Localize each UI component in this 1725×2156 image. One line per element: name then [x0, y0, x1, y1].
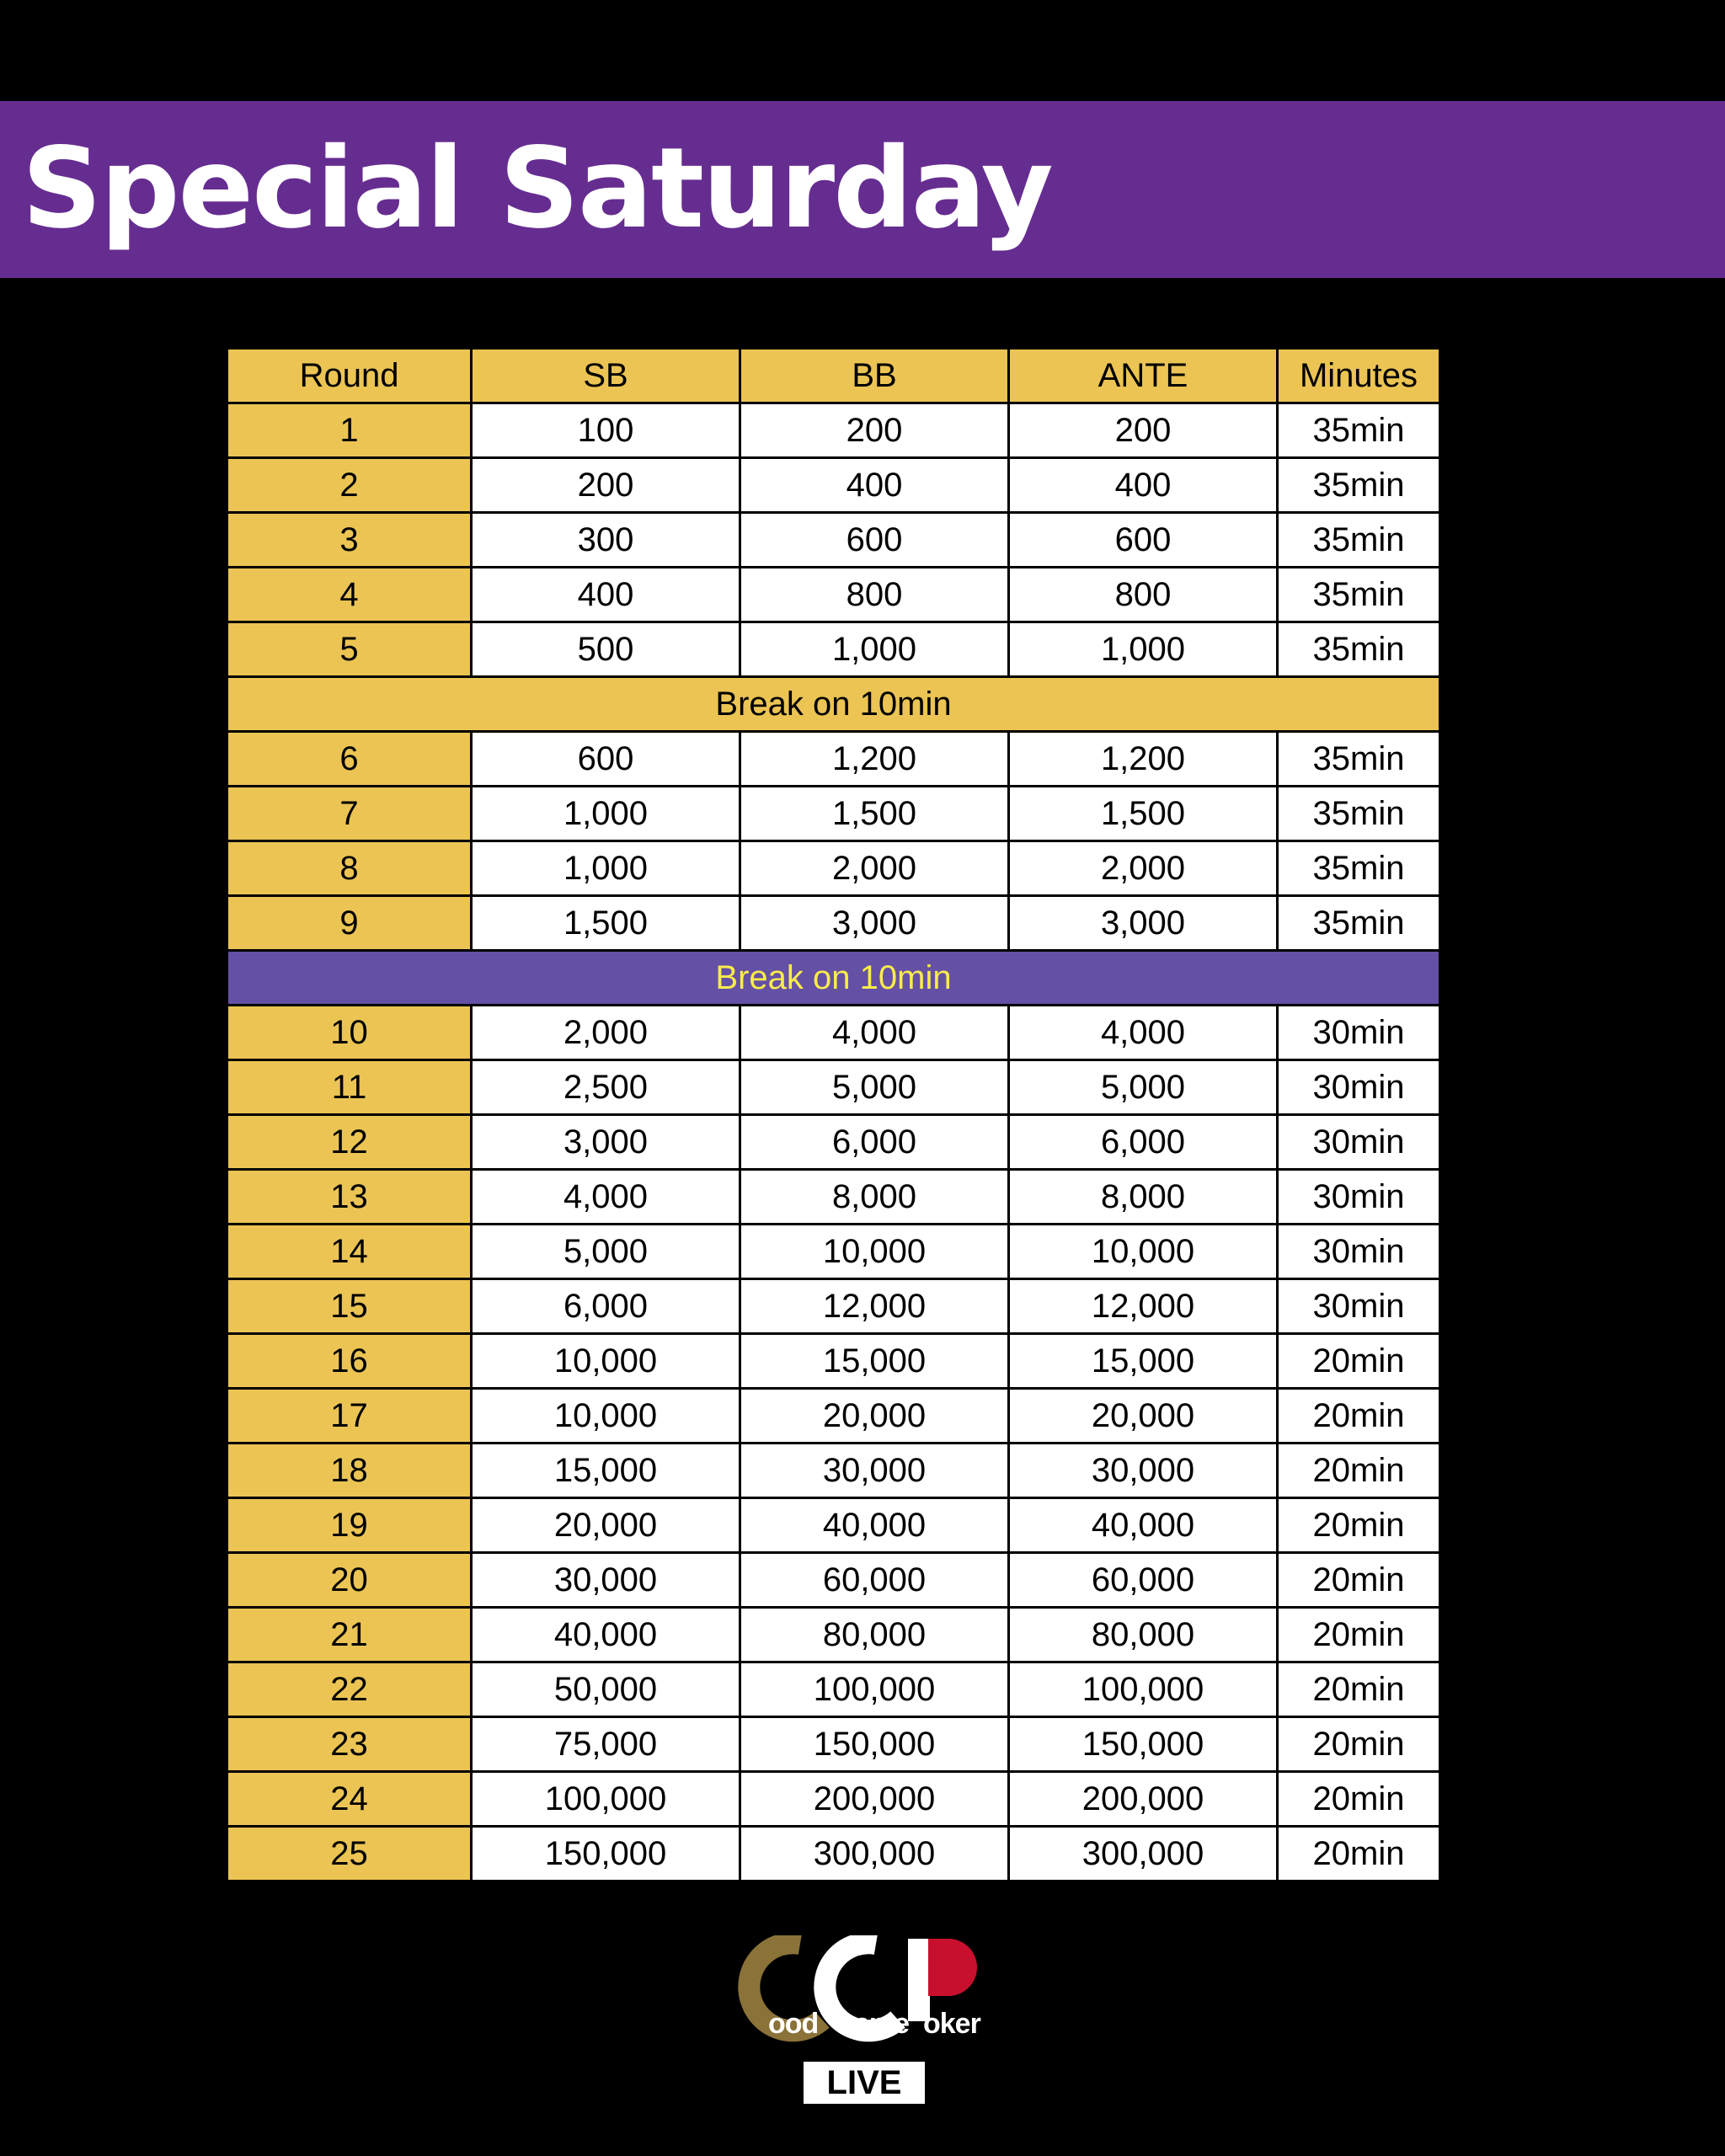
cell-bb: 8,000	[740, 1170, 1009, 1225]
cell-sb: 10,000	[472, 1334, 740, 1389]
cell-round: 18	[227, 1444, 472, 1498]
table-row	[227, 841, 1440, 896]
cell-bb: 1,200	[740, 732, 1009, 787]
blind-structure-table	[226, 347, 1441, 1882]
cell-round: 14	[227, 1225, 472, 1279]
cell-round: 5	[227, 622, 472, 677]
table-row	[227, 513, 1440, 568]
cell-sb: 150,000	[472, 1827, 740, 1881]
cell-bb: 4,000	[740, 1006, 1009, 1060]
cell-round: 20	[227, 1553, 472, 1608]
cell-minutes: 35min	[1278, 896, 1440, 951]
cell-ante: 1,000	[1009, 622, 1278, 677]
cell-ante: 400	[1009, 458, 1278, 513]
cell-bb: 100,000	[740, 1662, 1009, 1717]
cell-ante: 800	[1009, 568, 1278, 622]
cell-ante: 80,000	[1009, 1608, 1278, 1662]
cell-sb: 100,000	[472, 1772, 740, 1827]
cell-minutes: 30min	[1278, 1060, 1440, 1115]
table-row	[227, 1170, 1440, 1225]
cell-ante: 100,000	[1009, 1662, 1278, 1717]
cell-round: 19	[227, 1498, 472, 1553]
cell-sb: 15,000	[472, 1444, 740, 1498]
cell-ante: 200,000	[1009, 1772, 1278, 1827]
cell-bb: 40,000	[740, 1498, 1009, 1553]
column-header-round: Round	[227, 349, 472, 403]
cell-sb: 400	[472, 568, 740, 622]
cell-round: 12	[227, 1115, 472, 1170]
table-row	[227, 1334, 1440, 1389]
cell-sb: 2,500	[472, 1060, 740, 1115]
cell-ante: 2,000	[1009, 841, 1278, 896]
column-header-minutes: Minutes	[1278, 349, 1440, 403]
table-row	[227, 896, 1440, 951]
cell-bb: 60,000	[740, 1553, 1009, 1608]
logo-word-poker: oker	[923, 2008, 980, 2040]
cell-bb: 12,000	[740, 1279, 1009, 1334]
cell-minutes: 20min	[1278, 1662, 1440, 1717]
table-row	[227, 403, 1440, 458]
ggpoker-live-logo	[728, 1935, 997, 2112]
cell-bb: 1,500	[740, 787, 1009, 841]
table-row	[227, 1553, 1440, 1608]
cell-minutes: 20min	[1278, 1608, 1440, 1662]
cell-minutes: 30min	[1278, 1006, 1440, 1060]
cell-bb: 150,000	[740, 1717, 1009, 1772]
cell-bb: 6,000	[740, 1115, 1009, 1170]
cell-sb: 3,000	[472, 1115, 740, 1170]
cell-round: 24	[227, 1772, 472, 1827]
table-row	[227, 1608, 1440, 1662]
table-row	[227, 1279, 1440, 1334]
table-row	[227, 622, 1440, 677]
cell-bb: 300,000	[740, 1827, 1009, 1881]
cell-minutes: 35min	[1278, 513, 1440, 568]
cell-ante: 1,200	[1009, 732, 1278, 787]
logo-word-good: ood	[768, 2008, 819, 2040]
cell-sb: 6,000	[472, 1279, 740, 1334]
logo-mark	[728, 1935, 997, 2112]
cell-bb: 400	[740, 458, 1009, 513]
table-row	[227, 1225, 1440, 1279]
title-banner	[0, 101, 1725, 278]
cell-ante: 1,500	[1009, 787, 1278, 841]
cell-sb: 40,000	[472, 1608, 740, 1662]
cell-ante: 12,000	[1009, 1279, 1278, 1334]
cell-bb: 3,000	[740, 896, 1009, 951]
cell-sb: 100	[472, 403, 740, 458]
cell-ante: 3,000	[1009, 896, 1278, 951]
break-row	[227, 677, 1440, 732]
column-header-sb: SB	[472, 349, 740, 403]
cell-ante: 5,000	[1009, 1060, 1278, 1115]
table-row	[227, 1827, 1440, 1881]
table-row	[227, 568, 1440, 622]
table-row	[227, 732, 1440, 787]
table-row	[227, 1717, 1440, 1772]
cell-sb: 10,000	[472, 1389, 740, 1444]
cell-round: 7	[227, 787, 472, 841]
cell-minutes: 35min	[1278, 622, 1440, 677]
cell-ante: 10,000	[1009, 1225, 1278, 1279]
cell-ante: 150,000	[1009, 1717, 1278, 1772]
cell-sb: 300	[472, 513, 740, 568]
break-label: Break on 10min	[227, 951, 1440, 1006]
cell-round: 21	[227, 1608, 472, 1662]
table-header-row	[227, 349, 1440, 403]
cell-ante: 300,000	[1009, 1827, 1278, 1881]
cell-round: 13	[227, 1170, 472, 1225]
cell-bb: 200	[740, 403, 1009, 458]
cell-minutes: 20min	[1278, 1717, 1440, 1772]
cell-ante: 20,000	[1009, 1389, 1278, 1444]
cell-minutes: 20min	[1278, 1827, 1440, 1881]
cell-ante: 30,000	[1009, 1444, 1278, 1498]
column-header-ante: ANTE	[1009, 349, 1278, 403]
cell-minutes: 20min	[1278, 1772, 1440, 1827]
cell-round: 8	[227, 841, 472, 896]
cell-sb: 1,500	[472, 896, 740, 951]
cell-round: 2	[227, 458, 472, 513]
cell-sb: 50,000	[472, 1662, 740, 1717]
cell-minutes: 35min	[1278, 787, 1440, 841]
cell-round: 3	[227, 513, 472, 568]
table-row	[227, 1389, 1440, 1444]
page-title: Special Saturday	[22, 124, 1052, 253]
cell-round: 6	[227, 732, 472, 787]
cell-sb: 1,000	[472, 841, 740, 896]
cell-bb: 10,000	[740, 1225, 1009, 1279]
cell-minutes: 20min	[1278, 1334, 1440, 1389]
cell-ante: 8,000	[1009, 1170, 1278, 1225]
cell-round: 15	[227, 1279, 472, 1334]
cell-ante: 4,000	[1009, 1006, 1278, 1060]
table-row	[227, 1772, 1440, 1827]
cell-minutes: 35min	[1278, 403, 1440, 458]
cell-round: 16	[227, 1334, 472, 1389]
cell-ante: 6,000	[1009, 1115, 1278, 1170]
cell-bb: 2,000	[740, 841, 1009, 896]
break-row	[227, 951, 1440, 1006]
cell-round: 10	[227, 1006, 472, 1060]
table-row	[227, 1006, 1440, 1060]
cell-minutes: 35min	[1278, 841, 1440, 896]
cell-minutes: 30min	[1278, 1279, 1440, 1334]
cell-sb: 1,000	[472, 787, 740, 841]
cell-bb: 30,000	[740, 1444, 1009, 1498]
cell-minutes: 20min	[1278, 1553, 1440, 1608]
cell-round: 4	[227, 568, 472, 622]
cell-sb: 30,000	[472, 1553, 740, 1608]
cell-minutes: 30min	[1278, 1115, 1440, 1170]
cell-bb: 80,000	[740, 1608, 1009, 1662]
cell-bb: 5,000	[740, 1060, 1009, 1115]
cell-minutes: 30min	[1278, 1225, 1440, 1279]
cell-bb: 800	[740, 568, 1009, 622]
cell-minutes: 20min	[1278, 1444, 1440, 1498]
cell-bb: 1,000	[740, 622, 1009, 677]
cell-round: 11	[227, 1060, 472, 1115]
cell-round: 1	[227, 403, 472, 458]
cell-ante: 15,000	[1009, 1334, 1278, 1389]
cell-minutes: 35min	[1278, 458, 1440, 513]
cell-bb: 600	[740, 513, 1009, 568]
table-row	[227, 787, 1440, 841]
cell-round: 23	[227, 1717, 472, 1772]
cell-minutes: 30min	[1278, 1170, 1440, 1225]
table-row	[227, 1662, 1440, 1717]
cell-minutes: 20min	[1278, 1389, 1440, 1444]
cell-round: 22	[227, 1662, 472, 1717]
cell-sb: 200	[472, 458, 740, 513]
table-body	[227, 403, 1440, 1881]
table-row	[227, 1060, 1440, 1115]
cell-ante: 60,000	[1009, 1553, 1278, 1608]
cell-minutes: 20min	[1278, 1498, 1440, 1553]
table-row	[227, 1444, 1440, 1498]
column-header-bb: BB	[740, 349, 1009, 403]
break-label: Break on 10min	[227, 677, 1440, 732]
cell-round: 17	[227, 1389, 472, 1444]
cell-round: 9	[227, 896, 472, 951]
cell-ante: 40,000	[1009, 1498, 1278, 1553]
cell-sb: 20,000	[472, 1498, 740, 1553]
cell-round: 25	[227, 1827, 472, 1881]
cell-sb: 5,000	[472, 1225, 740, 1279]
cell-ante: 600	[1009, 513, 1278, 568]
logo-live-text: LIVE	[826, 2064, 902, 2101]
cell-bb: 200,000	[740, 1772, 1009, 1827]
cell-bb: 20,000	[740, 1389, 1009, 1444]
logo-p-bowl-shape	[928, 1939, 977, 1996]
cell-sb: 500	[472, 622, 740, 677]
cell-ante: 200	[1009, 403, 1278, 458]
table-row	[227, 458, 1440, 513]
cell-sb: 75,000	[472, 1717, 740, 1772]
cell-sb: 600	[472, 732, 740, 787]
table-row	[227, 1115, 1440, 1170]
cell-bb: 15,000	[740, 1334, 1009, 1389]
cell-minutes: 35min	[1278, 568, 1440, 622]
table-row	[227, 1498, 1440, 1553]
cell-sb: 2,000	[472, 1006, 740, 1060]
cell-sb: 4,000	[472, 1170, 740, 1225]
logo-word-game: ame	[854, 2008, 910, 2040]
cell-minutes: 35min	[1278, 732, 1440, 787]
